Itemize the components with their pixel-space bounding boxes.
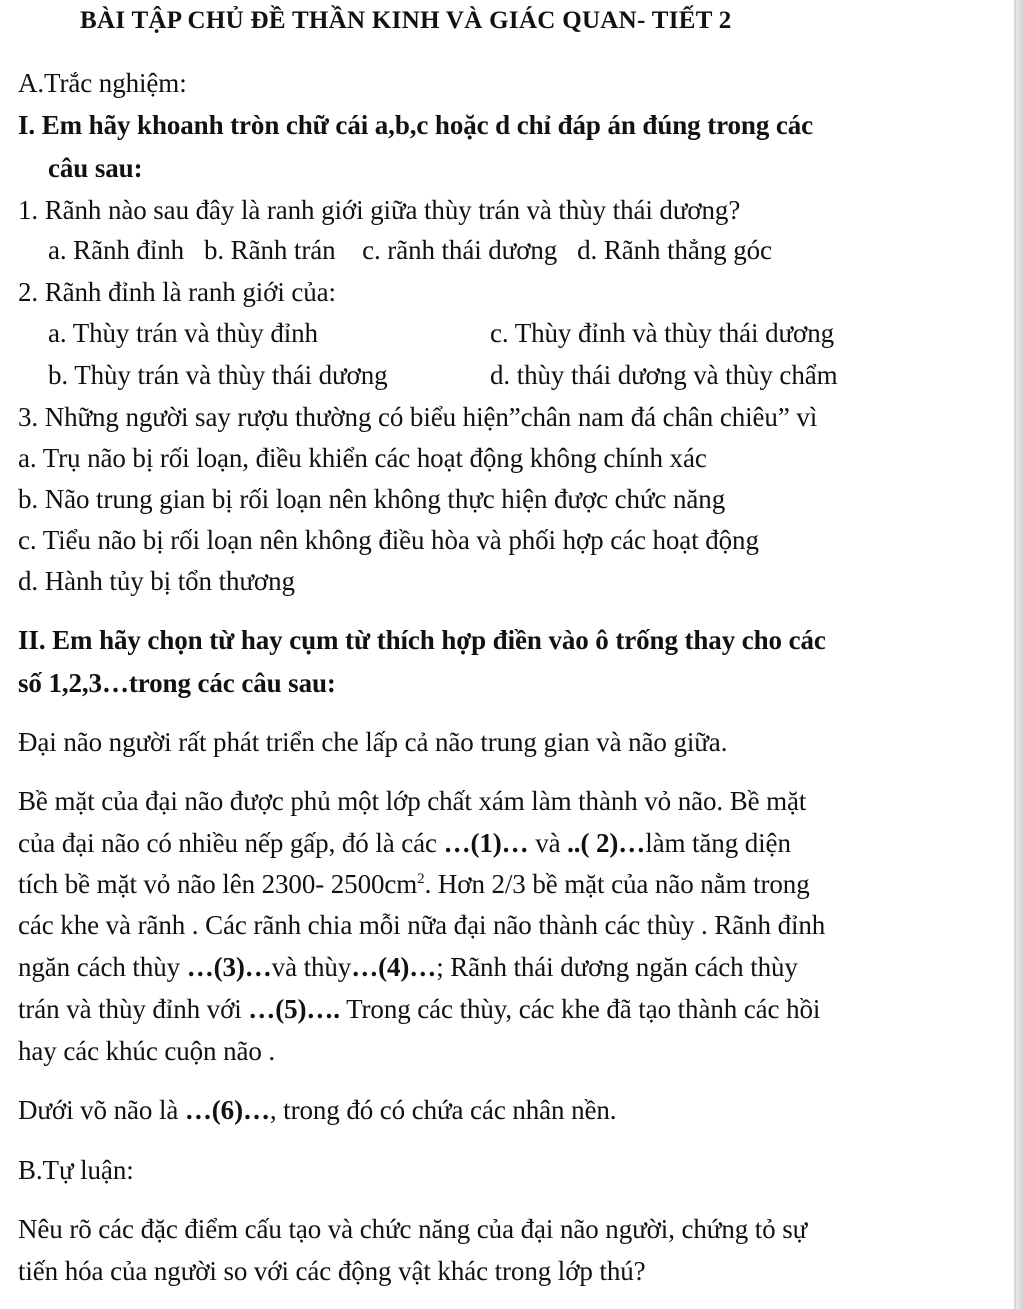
paragraph-2-line4: các khe và rãnh . Các rãnh chia mỗi nữa đại não thành các thùy . Rãnh đỉnh: [18, 910, 826, 940]
text-segment: ; Rãnh thái dương ngăn cách thùy: [436, 952, 798, 982]
blank-3: …(3)…: [186, 952, 272, 982]
paragraph-3: [18, 1093, 616, 1127]
q1-option-c: c. rãnh thái dương: [362, 235, 558, 265]
q2-option-a: a. Thùy trán và thùy đỉnh: [48, 318, 318, 348]
section-a-heading: A.Trắc nghiệm:: [18, 68, 187, 98]
q2-option-b: b. Thùy trán và thùy thái dương: [48, 360, 388, 390]
q1-option-d: d. Rãnh thẳng góc: [577, 235, 772, 265]
text-segment: và thùy: [271, 952, 352, 982]
part-ii-instruction-line2: số 1,2,3…trong các câu sau:: [18, 668, 336, 698]
q1-option-b: b. Rãnh trán: [203, 235, 336, 265]
page-title: BÀI TẬP CHỦ ĐỀ THẦN KINH VÀ GIÁC QUAN- TIẾT 2: [80, 7, 732, 34]
superscript: 2: [417, 871, 425, 887]
paragraph-2-line6: [18, 992, 820, 1026]
page-edge-shadow: [1016, 0, 1024, 1309]
question-1-answers: [48, 233, 772, 267]
blank-5: …(5)….: [248, 994, 340, 1024]
text-segment: và: [528, 828, 568, 858]
paragraph-2-line3: [18, 867, 810, 901]
paragraph-2-line7: hay các khúc cuộn não .: [18, 1036, 276, 1066]
blank-6: …(6)…: [184, 1095, 270, 1125]
question-3: 3. Những người say rượu thường có biểu hiện”chân nam đá chân chiêu” vì: [18, 402, 818, 432]
text-segment: . Hơn 2/3 bề mặt của não nằm trong: [424, 869, 810, 899]
paragraph-2-line1: Bề mặt của đại não được phủ một lớp chất xám làm thành vỏ não. Bề mặt: [18, 786, 807, 816]
q1-option-a: a. Rãnh đỉnh: [48, 235, 185, 265]
part-ii-instruction-line1: II. Em hãy chọn từ hay cụm từ thích hợp điền vào ô trống thay cho các: [18, 625, 826, 655]
text-segment: của đại não có nhiều nếp gấp, đó là các: [18, 828, 444, 858]
question-1: 1. Rãnh nào sau đây là ranh giới giữa thùy trán và thùy thái dương?: [18, 195, 741, 225]
text-segment: Dưới võ não là: [18, 1095, 185, 1125]
blank-1: …(1)…: [443, 828, 529, 858]
blank-2: ..( 2)…: [567, 828, 646, 858]
q3-option-c: c. Tiểu não bị rối loạn nên không điều hòa và phối hợp các hoạt động: [18, 525, 759, 555]
q3-option-b: b. Não trung gian bị rối loạn nên không thực hiện được chức năng: [18, 484, 726, 514]
q3-option-d: d. Hành tủy bị tổn thương: [18, 566, 295, 596]
essay-question-line1: Nêu rõ các đặc điểm cấu tạo và chức năng của đại não người, chứng tỏ sự: [18, 1214, 808, 1244]
paragraph-2-line2: [18, 826, 791, 860]
text-segment: , trong đó có chứa các nhân nền.: [269, 1095, 617, 1125]
q3-option-a: a. Trụ não bị rối loạn, điều khiển các hoạt động không chính xác: [18, 443, 707, 473]
text-segment: Trong các thùy, các khe đã tạo thành các hồi: [339, 994, 821, 1024]
text-segment: làm tăng diện: [645, 828, 791, 858]
text-segment: ngăn cách thùy: [18, 952, 187, 982]
part-i-instruction-line2: câu sau:: [48, 153, 143, 183]
q2-option-c: c. Thùy đỉnh và thùy thái dương: [490, 318, 835, 348]
paragraph-2-line5: [18, 950, 798, 984]
text-segment: tích bề mặt vỏ não lên 2300- 2500cm: [18, 869, 418, 899]
essay-question-line2: tiến hóa của người so với các động vật khác trong lớp thú?: [18, 1256, 646, 1286]
blank-4: …(4)…: [351, 952, 437, 982]
question-2: 2. Rãnh đỉnh là ranh giới của:: [18, 277, 336, 307]
paragraph-1: Đại não người rất phát triển che lấp cả não trung gian và não giữa.: [18, 727, 728, 757]
part-i-instruction-line1: I. Em hãy khoanh tròn chữ cái a,b,c hoặc d chỉ đáp án đúng trong các: [18, 110, 814, 140]
section-b-heading: B.Tự luận:: [18, 1155, 134, 1185]
q2-option-d: d. thùy thái dương và thùy chẩm: [490, 360, 838, 390]
text-segment: trán và thùy đỉnh với: [18, 994, 249, 1024]
